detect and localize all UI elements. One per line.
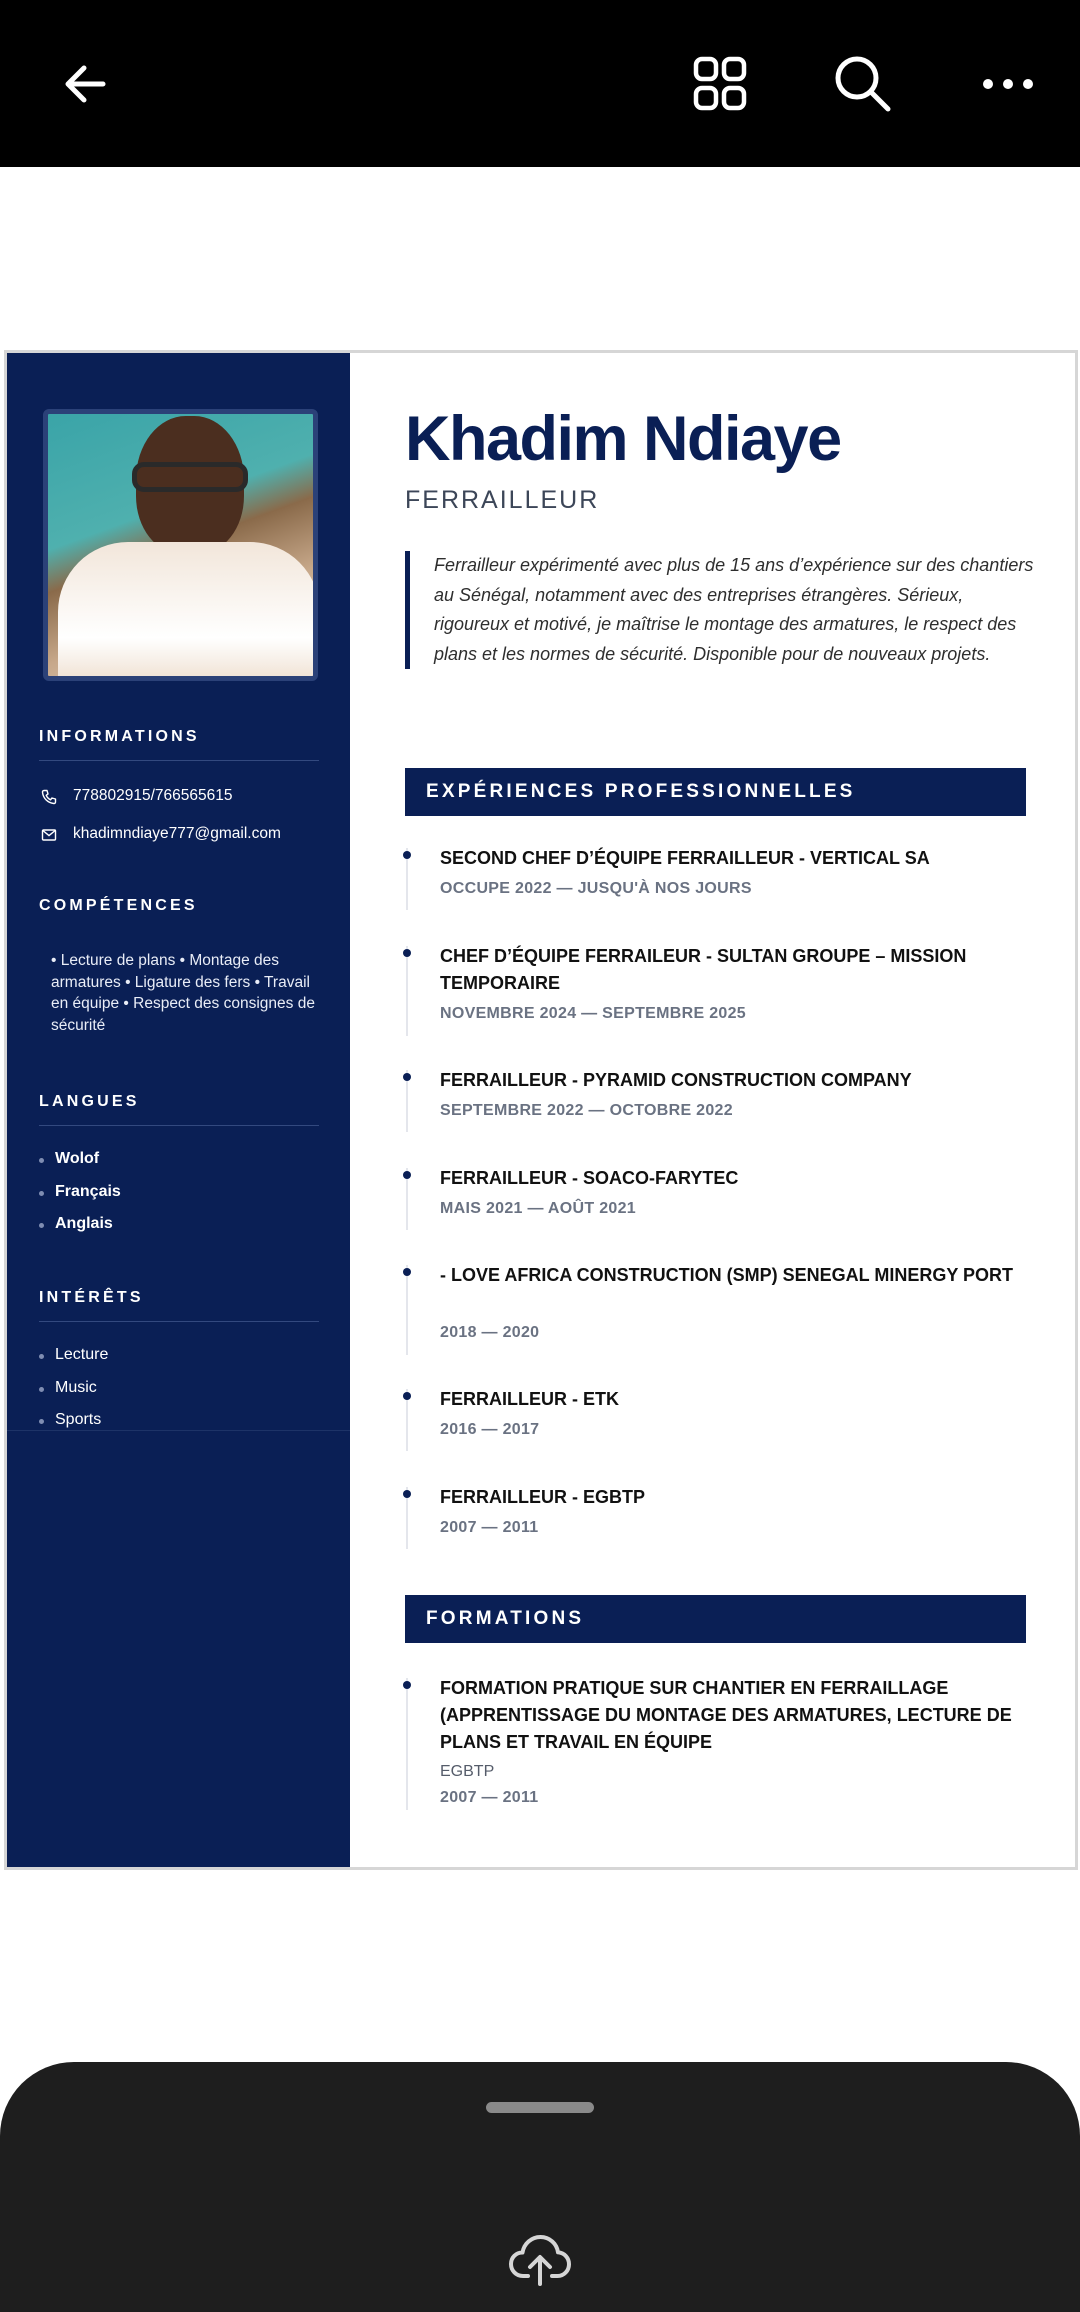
experience-title: FERRAILLEUR - SOACO-FARYTEC [440,1168,739,1188]
timeline-dot [403,851,411,859]
divider [39,1125,319,1126]
competences-text: • Lecture de plans • Montage des armatures • Ligature des fers • Travail en équipe • Respect des consignes de sécurité [51,952,315,1034]
experience-dates: NOVEMBRE 2024 — SEPTEMBRE 2025 [440,1005,746,1022]
experience-dates: OCCUPE 2022 — JUSQU'À NOS JOURS [440,880,752,897]
resume-name: Khadim Ndiaye [405,404,841,474]
experience-dates: 2018 — 2020 [440,1324,540,1341]
list-item: Wolof [39,1150,121,1183]
email-icon [41,827,57,843]
grid-icon[interactable] [683,47,757,121]
informations-heading: INFORMATIONS [39,728,200,745]
experience-title: FERRAILLEUR - EGBTP [440,1487,645,1507]
timeline-dot [403,1392,411,1400]
phone-icon [41,789,57,805]
timeline-dot [403,1268,411,1276]
email-address: khadimndiaye777@gmail.com [73,825,281,842]
back-arrow-icon[interactable] [48,47,122,121]
timeline-dot [403,1073,411,1081]
timeline-line [406,946,408,1036]
formations-heading: FORMATIONS [405,1595,1026,1643]
formation-dates: 2007 — 2011 [440,1789,539,1806]
formation-school: EGBTP [440,1763,495,1780]
timeline-dot [403,1681,411,1689]
list-item: Music [39,1379,108,1412]
phone-number: 778802915/766565615 [73,787,233,804]
experience-dates: MAIS 2021 — AOÛT 2021 [440,1200,637,1217]
cloud-upload-icon[interactable] [506,2230,574,2290]
resume-summary: Ferrailleur expérimenté avec plus de 15 ans d’expérience sur des chantiers au Sénégal, notamment avec des entreprises étrangères. Sérieux, rigoureux et motivé, je maîtrise le montage des armatures, le respect des plans et les normes de sécurité. Disponible pour de nouveaux projets. [405,551,1035,669]
list-item: Lecture [39,1346,108,1379]
experiences-heading: EXPÉRIENCES PROFESSIONNELLES [405,768,1026,816]
divider [39,760,319,761]
experience-title: CHEF D’ÉQUIPE FERRAILEUR - SULTAN GROUPE – MISSION TEMPORAIRE [440,946,967,993]
experience-dates: 2007 — 2011 [440,1519,539,1536]
search-icon[interactable] [826,47,900,121]
drag-handle[interactable] [486,2102,594,2113]
divider [7,1430,350,1431]
experience-title: - LOVE AFRICA CONSTRUCTION (SMP) SENEGAL MINERGY PORT [440,1265,1014,1285]
timeline-dot [403,1171,411,1179]
timeline-line [406,1678,408,1810]
experience-title: SECOND CHEF D’ÉQUIPE FERRAILLEUR - VERTICAL SA [440,848,930,868]
timeline-dot [403,1490,411,1498]
experience-title: FERRAILLEUR - PYRAMID CONSTRUCTION COMPANY [440,1070,912,1090]
langues-list [39,1150,121,1248]
competences-heading: COMPÉTENCES [39,897,198,914]
more-icon[interactable] [971,47,1045,121]
list-item: Sports [39,1411,108,1444]
timeline-dot [403,949,411,957]
experience-dates: 2016 — 2017 [440,1421,540,1438]
bottom-sheet [0,2062,1080,2312]
resume-sidebar [7,353,350,1867]
list-item: Français [39,1183,121,1216]
resume-main [350,353,1075,1867]
interets-heading: INTÉRÊTS [39,1289,144,1306]
interets-list [39,1346,108,1444]
langues-heading: LANGUES [39,1093,140,1110]
experience-title: FERRAILLEUR - ETK [440,1389,619,1409]
list-item: Anglais [39,1215,121,1248]
resume-page[interactable] [4,350,1078,1870]
top-app-bar [0,0,1080,167]
divider [39,1321,319,1322]
formation-title: FORMATION PRATIQUE SUR CHANTIER EN FERRAILLAGE (APPRENTISSAGE DU MONTAGE DES ARMATURES, LECTURE DE PLANS ET TRAVAIL EN ÉQUIPE [440,1678,1012,1752]
profile-photo [43,409,318,681]
timeline-line [406,1265,408,1355]
experience-dates: SEPTEMBRE 2022 — OCTOBRE 2022 [440,1102,733,1119]
resume-role: FERRAILLEUR [405,486,600,514]
